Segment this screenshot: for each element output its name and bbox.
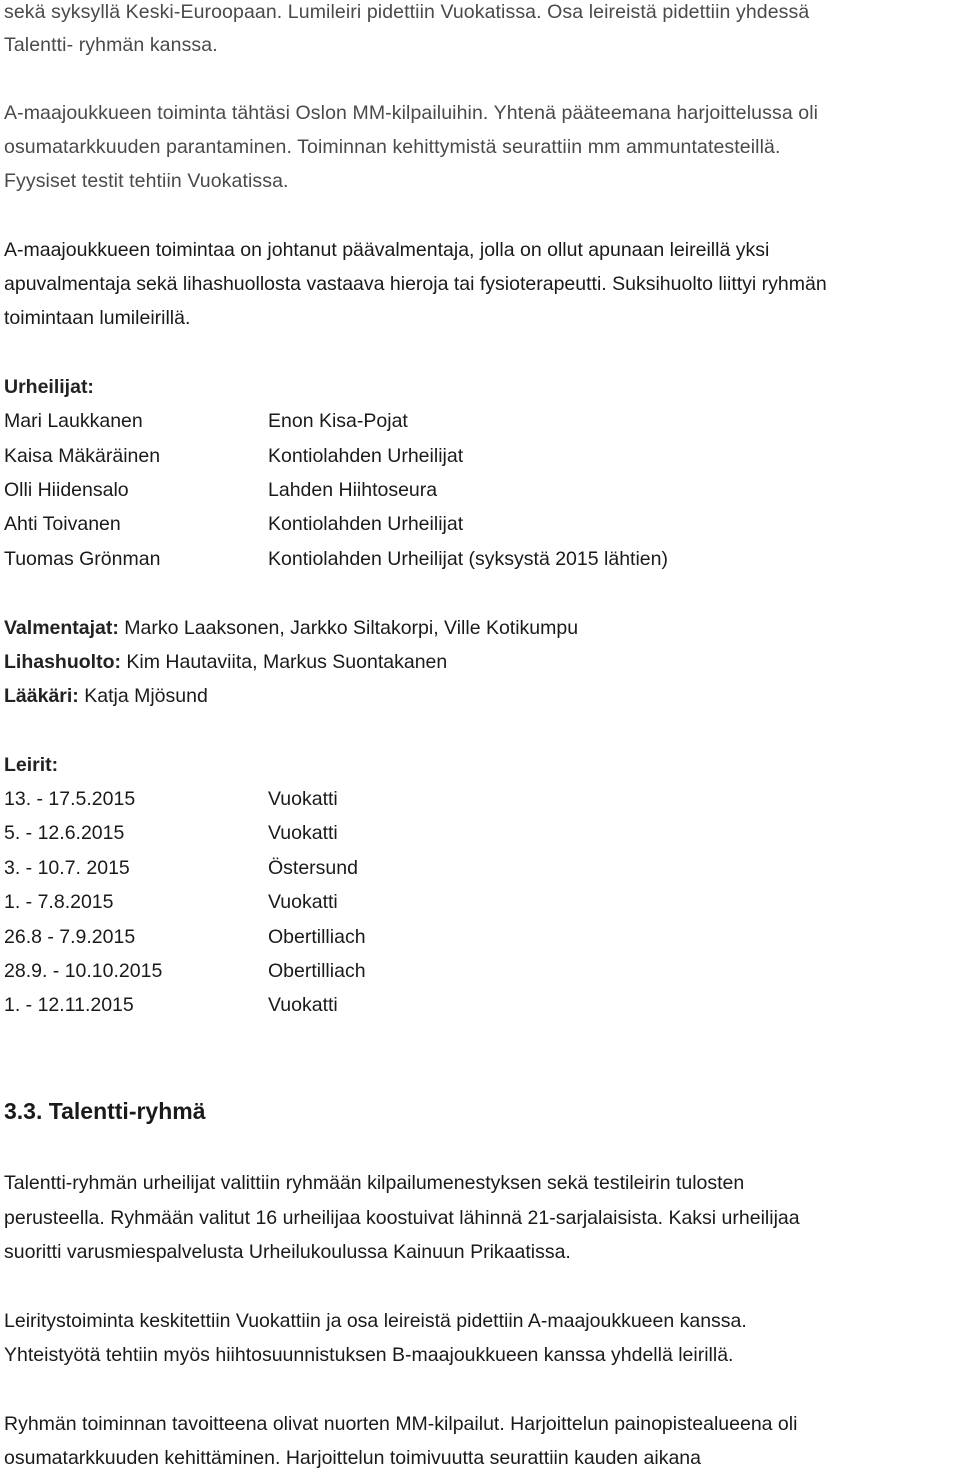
camp-place: Obertilliach <box>268 926 366 948</box>
camp-place: Vuokatti <box>268 891 338 913</box>
coaches-label: Valmentajat: <box>4 617 119 639</box>
intro-line-2: Talentti- ryhmän kanssa. <box>4 34 218 56</box>
athlete-club: Lahden Hiihtoseura <box>268 479 438 501</box>
section-heading: 3.3. Talentti-ryhmä <box>4 1098 206 1124</box>
camp-date: 26.8 - 7.9.2015 <box>4 926 136 948</box>
camp-place: Östersund <box>268 857 358 879</box>
camp-place: Vuokatti <box>268 822 338 844</box>
athlete-name: Olli Hiidensalo <box>4 479 129 501</box>
paragraph-b-line-1: A-maajoukkueen toimintaa on johtanut päävalmentaja, jolla on ollut apunaan leireillä yksi <box>4 239 770 261</box>
paragraph-a-line-3: Fyysiset testit tehtiin Vuokatissa. <box>4 170 289 192</box>
camp-date: 1. - 7.8.2015 <box>4 891 114 913</box>
camp-date: 3. - 10.7. 2015 <box>4 857 130 879</box>
camp-place: Obertilliach <box>268 960 366 982</box>
athlete-club: Kontiolahden Urheilijat (syksystä 2015 lähtien) <box>268 548 668 570</box>
talent-p3-line-2: osumatarkkuuden kehittäminen. Harjoittelun toimivuutta seurattiin kauden aikana <box>4 1447 701 1469</box>
camp-date: 1. - 12.11.2015 <box>4 994 134 1016</box>
athlete-name: Mari Laukkanen <box>4 410 143 432</box>
athlete-name: Ahti Toivanen <box>4 513 121 535</box>
massage-line <box>4 650 447 674</box>
talent-p2-line-1: Leiritystoiminta keskitettiin Vuokattiin ja osa leireistä pidettiin A-maajoukkueen kanssa. <box>4 1310 747 1332</box>
athletes-heading: Urheilijat: <box>4 376 94 398</box>
athlete-club: Kontiolahden Urheilijat <box>268 445 464 467</box>
camp-place: Vuokatti <box>268 788 338 810</box>
paragraph-b-line-2: apuvalmentaja sekä lihashuollosta vastaava hieroja tai fysioterapeutti. Suksihuolto liittyi ryhmän <box>4 273 827 295</box>
paragraph-a-line-2: osumatarkkuuden parantaminen. Toiminnan kehittymistä seurattiin mm ammuntatesteillä. <box>4 136 781 158</box>
intro-line-1: sekä syksyllä Keski-Euroopaan. Lumileiri pidettiin Vuokatissa. Osa leireistä pidettiin yhdessä <box>4 1 810 23</box>
doctor-value: Katja Mjösund <box>78 685 208 707</box>
paragraph-b-line-3: toimintaan lumileirillä. <box>4 307 191 329</box>
talent-p1-line-1: Talentti-ryhmän urheilijat valittiin ryhmään kilpailumenestyksen sekä testileirin tulosten <box>4 1172 745 1194</box>
talent-p3-line-1: Ryhmän toiminnan tavoitteena olivat nuorten MM-kilpailut. Harjoittelun painopistealueena oli <box>4 1413 798 1435</box>
coaches-value: Marko Laaksonen, Jarkko Siltakorpi, Ville Kotikumpu <box>118 617 579 639</box>
athlete-club: Enon Kisa-Pojat <box>268 410 408 432</box>
talent-p1-line-3: suoritti varusmiespalvelusta Urheilukoulussa Kainuun Prikaatissa. <box>4 1241 571 1263</box>
camp-date: 28.9. - 10.10.2015 <box>4 960 163 982</box>
massage-label: Lihashuolto: <box>4 651 121 673</box>
doctor-label: Lääkäri: <box>4 685 79 707</box>
camp-date: 5. - 12.6.2015 <box>4 822 125 844</box>
camp-date: 13. - 17.5.2015 <box>4 788 136 810</box>
paragraph-a-line-1: A-maajoukkueen toiminta tähtäsi Oslon MM-kilpailuihin. Yhtenä pääteemana harjoittelussa oli <box>4 102 819 124</box>
athlete-name: Kaisa Mäkäräinen <box>4 445 161 467</box>
massage-value: Kim Hautaviita, Markus Suontakanen <box>120 651 448 673</box>
camp-place: Vuokatti <box>268 994 338 1016</box>
athlete-name: Tuomas Grönman <box>4 548 161 570</box>
coaches-line <box>4 616 578 640</box>
doctor-line <box>4 684 208 708</box>
camps-heading: Leirit: <box>4 754 59 776</box>
athlete-club: Kontiolahden Urheilijat <box>268 513 464 535</box>
talent-p1-line-2: perusteella. Ryhmään valitut 16 urheilijaa koostuivat lähinnä 21-sarjalaisista. Kaksi urheilijaa <box>4 1207 800 1229</box>
talent-p2-line-2: Yhteistyötä tehtiin myös hiihtosuunnistuksen B-maajoukkueen kanssa yhdellä leirillä. <box>4 1344 734 1366</box>
